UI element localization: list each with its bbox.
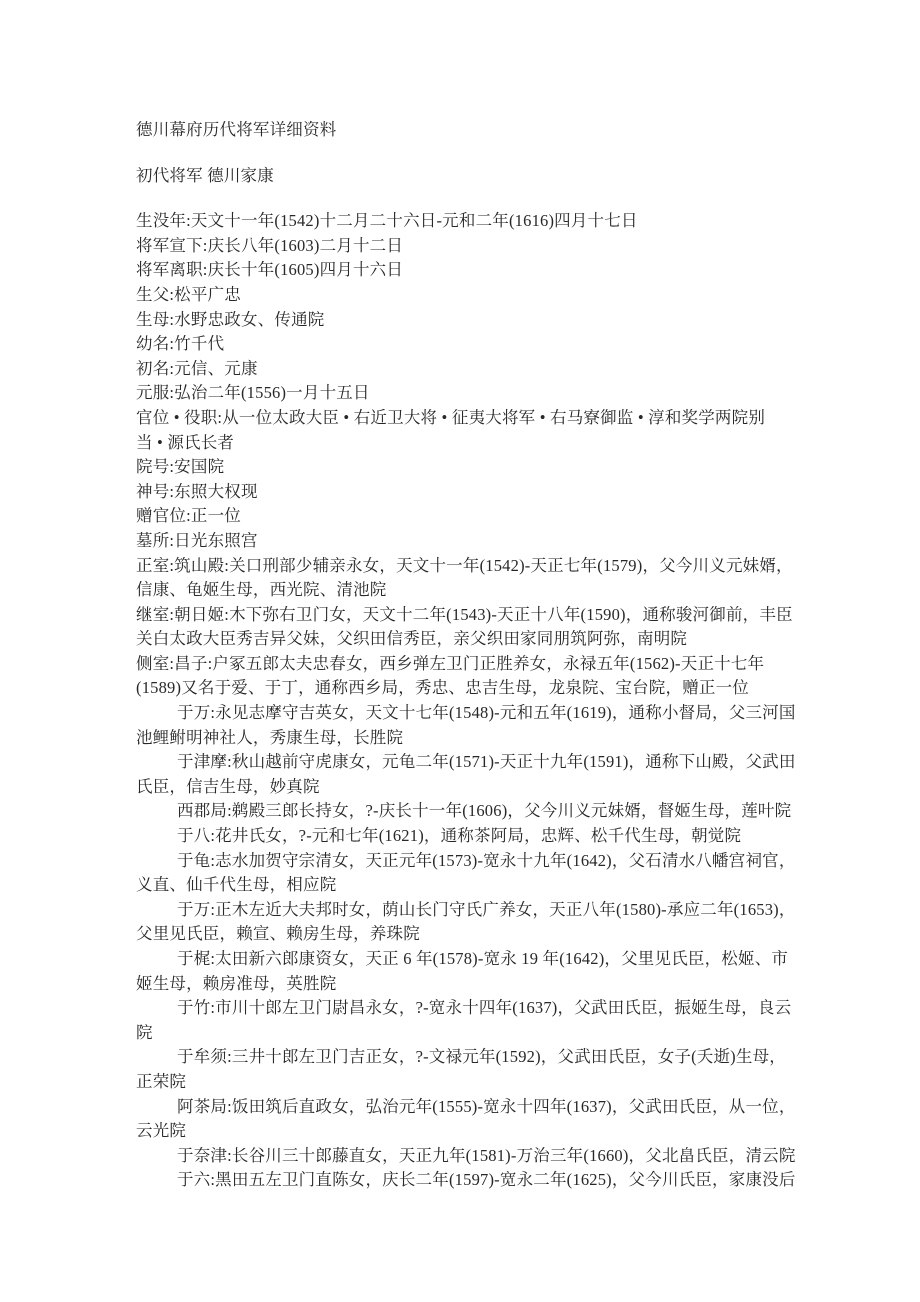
text-line: 于津摩:秋山越前守虎康女，元龟二年(1571)-天正十九年(1591)，通称下山殿，父武田 [177,752,796,772]
text-line: 生没年:天文十一年(1542)十二月二十六日-元和二年(1616)四月十七日 [136,211,638,231]
text-line: 院号:安国院 [136,457,225,477]
text-line: 正荣院 [136,1071,187,1091]
text-line: 赠官位:正一位 [136,506,241,526]
document-body [136,118,880,1193]
text-line: 正室:筑山殿:关口刑部少辅亲永女，天文十一年(1542)-天正七年(1579)，父今川义元妹婿， [136,555,793,575]
text-line: 于龟:志水加贺守宗清女，天正元年(1573)-宽永十九年(1642)，父石清水八幡宫祠官， [177,850,796,870]
blank-line [136,143,880,164]
text-line: 侧室:昌子:户冢五郎太夫忠春女，西乡弹左卫门正胜养女，永禄五年(1562)-天正十七年 [136,653,765,673]
text-line: (1589)又名于爱、于丁，通称西乡局，秀忠、忠吉生母，龙泉院、宝台院，赠正一位 [136,678,749,698]
text-line: 官位 • 役职:从一位太政大臣 • 右近卫大将 • 征夷大将军 • 右马寮御监 • 淳和奖学两院别 [136,407,766,427]
text-line: 将军宣下:庆长八年(1603)二月十二日 [136,235,404,255]
text-line: 云光院 [136,1121,187,1141]
text-line: 阿茶局:饭田筑后直政女，弘治元年(1555)-宽永十四年(1637)，父武田氏臣，从一位， [177,1096,796,1116]
text-line: 于梶:太田新六郎康资女，天正 6 年(1578)-宽永 19 年(1642)，父里见氏臣，松姬、市 [177,949,789,968]
text-line: 于牟须:三井十郎左卫门吉正女，?-文禄元年(1592)，父武田氏臣，女子(夭逝)生母， [177,1047,786,1067]
text-line: 继室:朝日姬:木下弥右卫门女，天文十二年(1543)-天正十八年(1590)，通称骏河御前，丰臣 [136,604,793,624]
text-line: 姬生母，赖房准母，英胜院 [136,973,337,993]
text-line: 信康、龟姬生母，西光院、清池院 [136,580,387,600]
text-line: 于八:花井氏女，?-元和七年(1621)，通称茶阿局，忠辉、松千代生母，朝觉院 [177,826,742,846]
text-line: 义直、仙千代生母，相应院 [136,875,337,895]
document-title: 德川幕府历代将军详细资料 [136,120,337,139]
text-line: 于万:正木左近大夫邦时女，荫山长门守氏广养女，天正八年(1580)-承应二年(1653)， [177,899,796,919]
text-line: 生母:水野忠政女、传通院 [136,309,325,329]
section-heading: 初代将军 德川家康 [136,165,274,185]
text-line: 父里见氏臣，赖宣、赖房生母，养珠院 [136,924,420,944]
text-line: 于万:永见志摩守吉英女，天文十七年(1548)-元和五年(1619)，通称小督局，父三河国 [177,703,796,723]
text-line: 元服:弘治二年(1556)一月十五日 [136,383,370,403]
text-line: 关白太政大臣秀吉异父妹，父织田信秀臣，亲父织田家同朋筑阿弥，南明院 [136,629,688,649]
text-line: 当 • 源氏长者 [136,432,235,452]
text-line: 于奈津:长谷川三十郎藤直女，天正九年(1581)-万治三年(1660)，父北畠氏臣，清云院 [177,1145,796,1165]
text-line: 于六:黑田五左卫门直陈女，庆长二年(1597)-宽永二年(1625)，父今川氏臣，家康没后 [177,1170,796,1190]
text-line: 初名:元信、元康 [136,358,258,378]
text-line: 墓所:日光东照宫 [136,530,258,550]
blank-line [136,188,880,209]
text-line: 生父:松平广忠 [136,284,241,304]
text-line: 幼名:竹千代 [136,334,225,354]
text-line: 神号:东照大权现 [136,481,258,501]
text-line: 将军离职:庆长十年(1605)四月十六日 [136,260,404,280]
text-line: 氏臣，信吉生母，妙真院 [136,776,320,796]
text-line: 于竹:市川十郎左卫门尉昌永女，?-宽永十四年(1637)，父武田氏臣，振姬生母，良云 [177,998,792,1018]
text-line: 院 [136,1022,153,1042]
text-line: 池鲤鲋明神社人，秀康生母，长胜院 [136,727,404,747]
text-line: 西郡局:鹈殿三郎长持女，?-庆长十一年(1606)，父今川义元妹婿，督姬生母，莲叶院 [177,801,792,821]
